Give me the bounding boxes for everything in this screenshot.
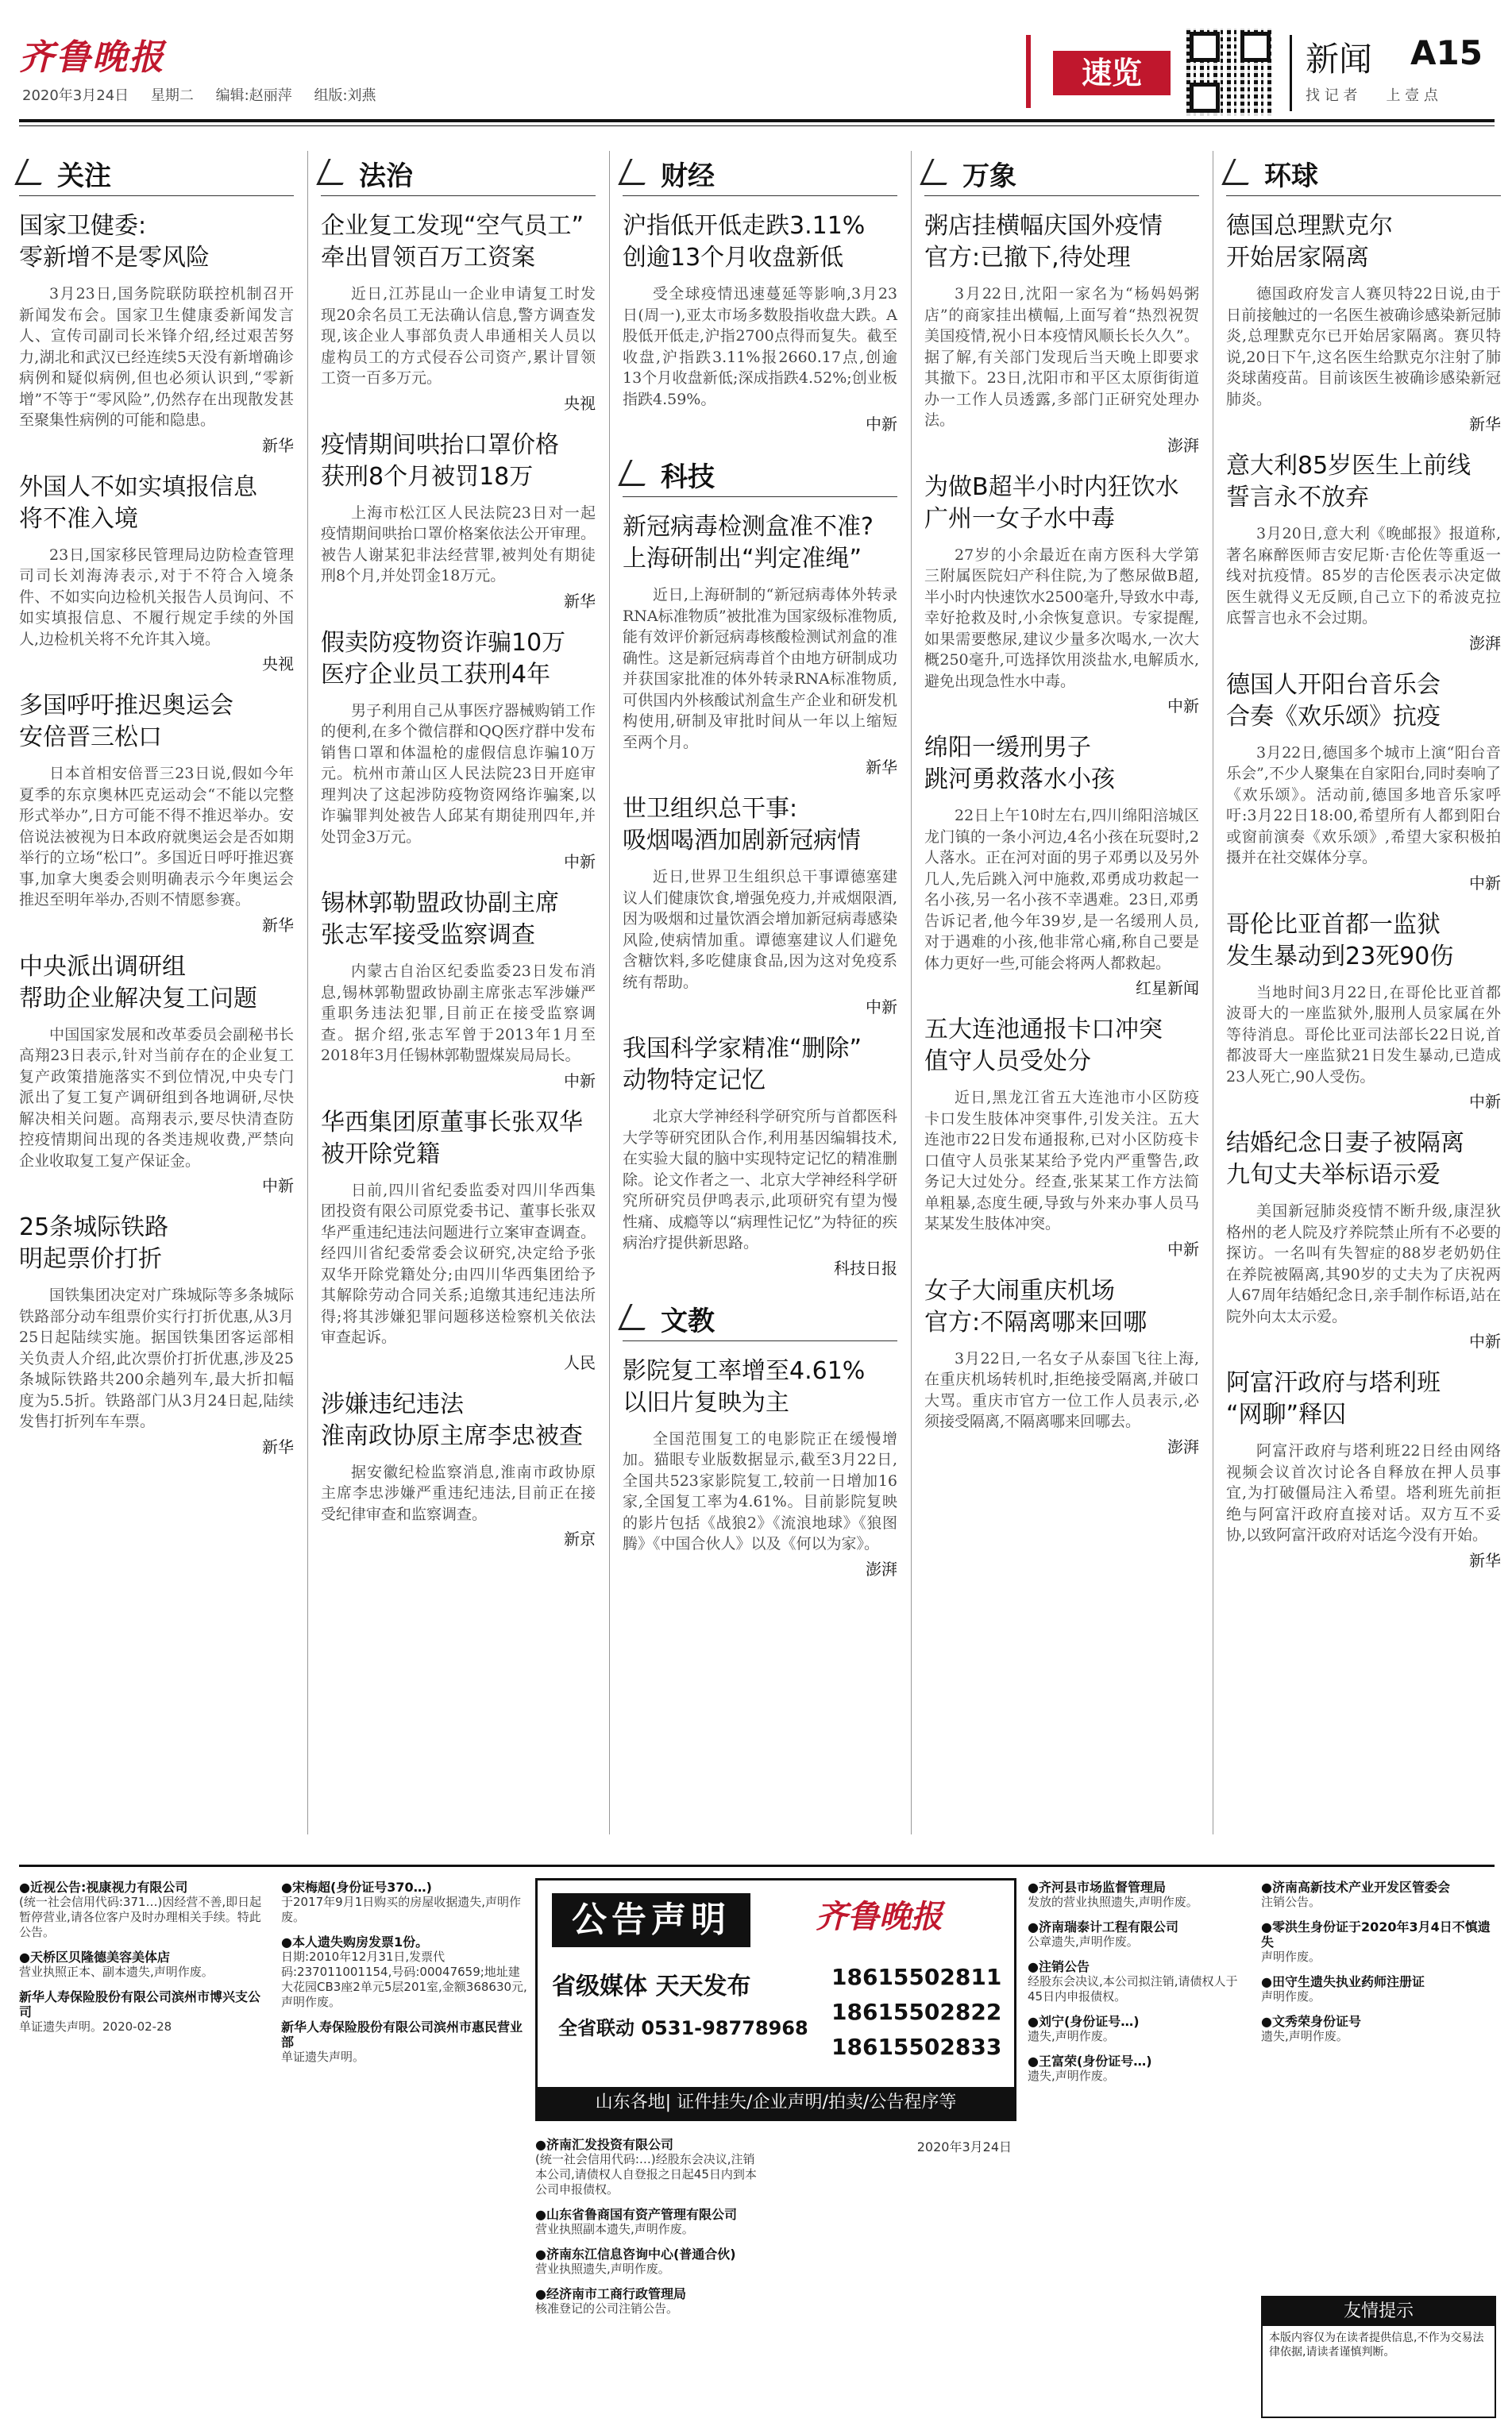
classified-ad <box>1261 2014 1493 2044</box>
ad-title: ●经济南市工商行政管理局 <box>535 2286 686 2301</box>
section-header <box>623 151 897 196</box>
article-body: 日前,四川省纪委监委对四川华西集团投资有限公司原党委书记、董事长张双华严重违纪违法问题进行立案审查调查。经四川省纪委常委会议研究,决定给予张双华开除党籍处分;由四川华西集团给予其解除劳动合同关系;追缴其违纪违法所得;将其涉嫌犯罪问题移送检察机关依法审查起诉。 <box>321 1181 596 1346</box>
ad-text: 注销公告。 <box>1261 1895 1321 1909</box>
article-body: 3月22日,一名女子从泰国飞往上海,在重庆机场转机时,拒绝接受隔离,并破口大骂。重庆市官方一位工作人员表示,必须接受隔离,不隔离哪来回哪去。 <box>924 1349 1199 1430</box>
column-2 <box>321 151 596 1565</box>
article <box>924 210 1199 456</box>
ads-column-4 <box>1028 1880 1250 2093</box>
ad-title: ●济南瑞泰计工程有限公司 <box>1028 1919 1178 1934</box>
article-source: 人民 <box>564 1352 596 1372</box>
ad-title: ●零洪生身份证于2020年3月4日不慎遗失 <box>1261 1919 1491 1950</box>
article-source: 中新 <box>1167 1239 1199 1259</box>
notice-ad <box>535 1878 1016 2121</box>
classified-ad <box>535 2247 766 2277</box>
article-body: 近日,黑龙江省五大连池市小区防疫卡口发生肢体冲突事件,引发关注。五大连池市22日发布通报称,已对小区防疫卡口值守人员张某某给予党内严重警告,政务记大过处分。经查,张某某工作方法简单粗暴,态度生硬,导致与外来办事人员马某某发生肢体冲突。 <box>924 1089 1199 1232</box>
section-marker-icon <box>618 1304 656 1330</box>
article-source: 中新 <box>564 1070 596 1090</box>
article-body: 国铁集团决定对广珠城际等多条城际铁路部分动车组票价实行打折优惠,从3月25日起陆续实施。据国铁集团客运部相关负责人介绍,此次票价打折优惠,涉及25条城际铁路共200余趟列车,最大折扣幅度为5.5折。铁路部门从3月24日起,陆续发售打折列车车票。 <box>19 1286 294 1430</box>
article-headline[interactable]: 涉嫌违纪违法 淮南政协原主席李忠被查 <box>321 1390 583 1450</box>
article <box>1226 1367 1501 1571</box>
article-source: 澎湃 <box>1167 435 1199 455</box>
article <box>924 472 1199 717</box>
section-header <box>924 151 1199 196</box>
article <box>924 1275 1199 1457</box>
article-body: 近日,江苏昆山一企业申请复工时发现20余名员工无法确认信息,警方调查发现,该企业人事部负责人串通相关人员以虚构员工的方式侵吞公司资产,累计冒领工资一百多万元。 <box>321 285 596 387</box>
article-body: 日本首相安倍晋三23日说,假如今年夏季的东京奥林匹克运动会“不能以完整形式举办”,日方可能不得不推迟举办。安倍说法被视为日本政府就奥运会是否如期举行的立场“松口”。多国近日呼吁推迟赛事,加拿大奥委会则明确表示今年奥运会推迟至明年举办,否则不情愿参赛。 <box>19 765 294 908</box>
notice-services: 山东各地| 证件挂失/企业声明/拍卖/公告程序等 <box>538 2087 1014 2119</box>
article-headline[interactable]: 五大连池通报卡口冲突 值守人员受处分 <box>924 1016 1163 1075</box>
article-headline[interactable]: 新冠病毒检测盒准不准? 上海研制出“判定准绳” <box>623 513 874 573</box>
article-source: 中新 <box>1469 873 1501 893</box>
ads-column-2 <box>281 1880 527 2074</box>
classified-ad <box>1028 2054 1250 2084</box>
article-body: 3月22日,沈阳一家名为“杨妈妈粥店”的商家挂出横幅,上面写着“热烈祝贺美国疫情,祝小日本疫情风顺长长久久”。据了解,有关部门发现后当天晚上即要求其撤下。23日,沈阳市和平区太原街街道办一工作人员透露,多部门正研究处理办法。 <box>924 285 1199 429</box>
article-headline[interactable]: 哥伦比亚首都一监狱 发生暴动到23死90伤 <box>1226 910 1454 970</box>
article-source: 新华 <box>1469 1550 1501 1570</box>
article <box>1226 1128 1501 1352</box>
article-body: 北京大学神经科学研究所与首都医科大学等研究团队合作,利用基因编辑技术,在实验大鼠的脑中实现特定记忆的精准删除。论文作者之一、北京大学神经科学研究所研究员伊鸣表示,此项研究有望为慢性痛、成瘾等以“病理性记忆”为特征的疾病治疗提供新思路。 <box>623 1108 897 1252</box>
ad-text: 遗失,声明作废。 <box>1028 2029 1115 2043</box>
article <box>321 1107 596 1373</box>
article-body: 男子利用自己从事医疗器械购销工作的便利,在多个微信群和QQ医疗群中发布销售口罩和体温枪的虚假信息诈骗10万元。杭州市萧山区人民法院23日开庭审理判决了这起涉防疫物资网络诈骗案,以诈骗罪判处被告人邱某有期徒刑四年,并处罚金3万元。 <box>321 701 596 846</box>
article-source: 中新 <box>564 852 596 871</box>
ad-text: 营业执照副本遗失,声明作废。 <box>535 2222 694 2236</box>
ad-title: ●宋梅超(身份证号370…) <box>281 1880 432 1895</box>
classified-ad <box>1261 1880 1493 1910</box>
notice-phone-1[interactable]: 18615502811 <box>831 1964 1002 1990</box>
article-body: 受全球疫情迅速蔓延等影响,3月23日(周一),亚太市场多数股指收盘大跌。A股低开低走,沪指2700点得而复失。截至收盘,沪指跌3.11%报2660.17点,创逾13个月收盘新低;深成指跌4.52%;创业板指跌4.59%。 <box>623 285 897 408</box>
ad-text: 营业执照正本、副本遗失,声明作废。 <box>19 1965 214 1979</box>
article-source: 中新 <box>262 1176 294 1195</box>
ad-text: 日期:2010年12月31日,发票代码:237011001154,号码:00047659;地址建大花园CB3座2单元5层201室,金额368630元,声明作废。 <box>281 1950 527 2009</box>
classified-ad <box>19 1880 265 1940</box>
section-header <box>623 1296 897 1341</box>
column-separator <box>307 151 308 1834</box>
section-title: 科技 <box>661 461 715 493</box>
ad-title: ●山东省鲁商国有资产管理有限公司 <box>535 2207 737 2222</box>
classified-ads <box>19 1865 1495 2423</box>
article-source: 中新 <box>866 415 897 434</box>
notice-phones <box>831 1960 1001 2065</box>
ad-title: 新华人寿保险股份有限公司滨州市博兴支公司 <box>19 1989 261 2019</box>
section-marker-icon <box>14 159 52 185</box>
ads-column-3 <box>535 2137 766 2326</box>
article-source: 澎湃 <box>1469 633 1501 653</box>
article <box>321 627 596 873</box>
ad-text: 发放的营业执照遗失,声明作废。 <box>1028 1895 1198 1909</box>
article-source: 中新 <box>1167 696 1199 716</box>
ad-text: 于2017年9月1日购买的房屋收据遗失,声明作废。 <box>281 1895 522 1924</box>
article-headline[interactable]: 国家卫健委: 零新增不是零风险 <box>19 212 210 272</box>
article <box>321 210 596 414</box>
article <box>19 690 294 935</box>
article-headline[interactable]: 影院复工率增至4.61% 以旧片复映为主 <box>623 1356 866 1417</box>
section-header <box>1226 151 1501 196</box>
article-headline[interactable]: 为做B超半小时内狂饮水 广州一女子水中毒 <box>924 473 1179 533</box>
ads-column-1 <box>19 1880 265 2044</box>
classified-ad <box>281 2019 527 2065</box>
article-body: 美国新冠肺炎疫情不断升级,康涅狄格州的老人院及疗养院禁止所有不必要的探访。一名叫有失智症的88岁老奶奶住在养院被隔离,其90岁的丈夫为了庆祝两人67周年结婚纪念日,亲手制作标语,站在院外向太太示爱。 <box>1226 1202 1501 1325</box>
article-source: 中新 <box>1469 1092 1501 1111</box>
article-source: 央视 <box>564 393 596 413</box>
article <box>19 472 294 675</box>
article-body: 22日上午10时左右,四川绵阳涪城区龙门镇的一条小河边,4名小孩在玩耍时,2人落水。正在河对面的男子邓勇以及另外几人,先后跳入河中施救,邓勇成功救起一名小孩,另一名小孩不幸遇难。23日,邓勇告诉记者,他今年39岁,是一名缓刑人员,对于遇难的小孩,他非常心痛,称自己要是体力更好一些,可能会将两人都救起。 <box>924 807 1199 972</box>
ad-title: ●本人遗失购房发票1份。 <box>281 1934 429 1950</box>
article <box>321 1389 596 1550</box>
article <box>924 732 1199 998</box>
ad-title: ●刘宁(身份证号…) <box>1028 2014 1140 2029</box>
ad-text: 营业执照遗失,声明作废。 <box>535 2262 670 2276</box>
article <box>321 430 596 611</box>
ad-text: 声明作废。 <box>1261 1989 1321 2004</box>
classified-ad <box>1028 1959 1250 2004</box>
article-headline[interactable]: 假卖防疫物资诈骗10万 医疗企业员工获刑4年 <box>321 628 566 689</box>
ad-text: 遗失,声明作废。 <box>1028 2069 1115 2083</box>
ads-column-5 <box>1261 1880 1493 2054</box>
newspaper-logo: 齐鲁晚报 <box>19 37 165 78</box>
ad-title: ●济南东江信息咨询中心(普通合伙) <box>535 2247 736 2262</box>
ad-text: (统一社会信用代码:…)经股东会决议,注销本公司,请债权人自登报之日起45日内到本公司申报债权。 <box>535 2152 757 2197</box>
tip-title: 友情提示 <box>1263 2297 1495 2326</box>
tip-text: 本版内容仅为在读者提供信息,不作为交易法律依据,请读者谨慎判断。 <box>1269 2332 1484 2359</box>
article-headline[interactable]: 阿富汗政府与塔利班 “网聊”释囚 <box>1226 1369 1441 1429</box>
article-headline[interactable]: 粥店挂横幅庆国外疫情 官方:已撤下,待处理 <box>924 212 1163 272</box>
article-headline[interactable]: 多国呼吁推迟奥运会 安倍晋三松口 <box>19 692 233 751</box>
ad-title: ●济南汇发投资有限公司 <box>535 2137 673 2152</box>
notice-slogan: 省级媒体 天天发布 <box>552 1973 751 2000</box>
article-source: 新华 <box>262 1437 294 1456</box>
section-marker-icon <box>618 460 656 486</box>
ad-text: 公章遗失,声明作废。 <box>1028 1934 1139 1949</box>
classified-ad <box>1261 1919 1493 1965</box>
section-header <box>623 452 897 497</box>
article-headline[interactable]: 疫情期间哄抬口罩价格 获刑8个月被罚18万 <box>321 430 559 491</box>
column-4 <box>924 151 1199 1473</box>
section-title: 财经 <box>661 160 715 192</box>
article-headline[interactable]: 企业复工发现“空气员工” 牵出冒领百万工资案 <box>321 212 584 272</box>
article-body: 上海市松江区人民法院23日对一起疫情期间哄抬口罩价格案依法公开审理。被告人谢某犯非法经营罪,被判处有期徒刑8个月,并处罚金18万元。 <box>321 503 596 584</box>
article-body: 内蒙古自治区纪委监委23日发布消息,锡林郭勒盟政协副主席张志军涉嫌严重职务违法犯罪,目前正在接受监察调查。据介绍,张志军曾于2013年1月至2018年3月任锡林郭勒盟煤炭局局长。 <box>321 962 596 1064</box>
article-source: 新华 <box>866 758 897 777</box>
masthead <box>19 29 1495 108</box>
article-headline[interactable]: 中央派出调研组 帮助企业解决复工问题 <box>19 952 257 1013</box>
editor-credit: 编辑:赵丽萍 <box>215 87 292 104</box>
article-body: 近日,世界卫生组织总干事谭德塞建议人们健康饮食,增强免疫力,并戒烟限酒,因为吸烟和过量饮酒会增加新冠病毒感染风险,使病情加重。谭德塞建议人们避免含糖饮料,多吃健康食品,因为这对免疫系统有帮助。 <box>623 868 897 991</box>
article <box>623 793 897 1017</box>
article-body: 3月23日,国务院联防联控机制召开新闻发布会。国家卫生健康委新闻发言人、宣传司副司长米锋介绍,经过艰苦努力,湖北和武汉已经连续5天没有新增确诊病例和疑似病例,但也必须认识到,“零新增”不等于“零风险”,仍然存在出现散发甚至聚集性病例的可能和隐患。 <box>19 285 294 429</box>
section-header <box>321 151 596 196</box>
issue-date: 2020年3月24日 <box>22 87 129 104</box>
section-title: 文教 <box>661 1305 715 1337</box>
ad-title: ●田守生遗失执业药师注册证 <box>1261 1974 1425 1989</box>
article-headline[interactable]: 绵阳一缓刑男子 跳河勇救落水小孩 <box>924 734 1115 793</box>
ad-text: 声明作废。 <box>1261 1950 1321 1964</box>
article-headline[interactable]: 女子大闹重庆机场 官方:不隔离哪来回哪 <box>924 1276 1148 1337</box>
article-body: 阿富汗政府与塔利班22日经由网络视频会议首次讨论各自释放在押人员事宜,为打破僵局注入希望。塔利班先前拒绝与阿富汗政府直接对话。双方互不妥协,以致阿富汗政府对话迄今没有开始。 <box>1226 1442 1501 1544</box>
column-separator <box>911 151 912 1834</box>
notice-title: 公告声明 <box>552 1893 750 1947</box>
article-source: 中新 <box>1469 1332 1501 1351</box>
article <box>1226 669 1501 893</box>
article <box>321 888 596 1091</box>
article-headline[interactable]: 25条城际铁路 明起票价打折 <box>19 1213 169 1273</box>
page-tag-box <box>1026 35 1182 108</box>
article-body: 德国政府发言人赛贝特22日说,由于日前接触过的一名医生被确诊感染新冠肺炎,总理默克尔已开始居家隔离。赛贝特说,20日下午,这名医生给默克尔注射了肺炎球菌疫苗。目前该医生被确诊感染新冠肺炎。 <box>1226 285 1501 408</box>
reporter-credits: 找 记 者 上 壹 点 <box>1306 87 1438 104</box>
notice-phone-2[interactable]: 18615502822 <box>831 1999 1002 2025</box>
article <box>924 1014 1199 1259</box>
article-source: 红星新闻 <box>1136 978 1199 997</box>
section-marker-icon <box>316 159 354 185</box>
page-number: A15 <box>1410 33 1483 72</box>
notice-phone-3[interactable]: 18615502833 <box>831 2034 1002 2060</box>
section-header <box>19 151 294 196</box>
column-1 <box>19 151 294 1473</box>
article-body: 全国范围复工的电影院正在缓慢增加。猫眼专业版数据显示,截至3月22日,全国共523家影院复工,较前一日增加16家,全国复工率为4.61%。目前影院复映的影片包括《战狼2》《流浪地球》《狼图腾》《中国合伙人》以及《何以为家》。 <box>623 1429 897 1553</box>
article <box>19 210 294 456</box>
article <box>19 1212 294 1457</box>
article-source: 澎湃 <box>1167 1437 1199 1456</box>
article-headline[interactable]: 我国科学家精准“删除” 动物特定记忆 <box>623 1035 862 1094</box>
article-headline[interactable]: 华西集团原董事长张双华 被开除党籍 <box>321 1108 583 1168</box>
ad-text: 核准登记的公司注销公告。 <box>535 2301 679 2316</box>
classified-ad <box>535 2286 766 2316</box>
designer-credit: 组版:刘燕 <box>314 87 376 104</box>
ad-text: 单证遗失声明。2020-02-28 <box>19 2019 172 2034</box>
article <box>1226 210 1501 434</box>
article-source: 澎湃 <box>866 1559 897 1579</box>
section-title: 法治 <box>359 160 413 192</box>
article-source: 央视 <box>262 654 294 673</box>
article-body: 近日,上海研制的“新冠病毒体外转录RNA标准物质”被批准为国家级标准物质,能有效评价新冠病毒核酸检测试剂盒的准确性。这是新冠病毒首个由地方研制成功并获国家批准的体外转录RNA标准物质,可供国内外核酸试剂盒生产企业和研发机构使用,研制及审批时间从一年以上缩短至两个月。 <box>623 586 897 751</box>
section-marker-icon <box>618 159 656 185</box>
ad-text: 单证遗失声明。 <box>281 2050 365 2064</box>
article-source: 中新 <box>866 997 897 1016</box>
classified-ad <box>535 2137 766 2197</box>
ad-text: 遗失,声明作废。 <box>1261 2029 1348 2043</box>
article <box>623 210 897 434</box>
article-body: 据安徽纪检监察消息,淮南市政协原主席李忠涉嫌严重违纪违法,目前正在接受纪律审查和监察调查。 <box>321 1463 596 1523</box>
article-body: 3月20日,意大利《晚邮报》报道称,著名麻醉医师吉安尼斯·吉伦佐等重返一线对抗疫情。85岁的吉伦医表示决定做医生就得义无反顾,自己立下的希波克拉底誓言也永不会过期。 <box>1226 525 1501 627</box>
article <box>1226 909 1501 1113</box>
section-marker-icon <box>920 159 958 185</box>
ad-title: ●王富荣(身份证号…) <box>1028 2054 1152 2069</box>
article-headline[interactable]: 外国人不如实填报信息 将不准入境 <box>19 473 257 533</box>
notice-date: 2020年3月24日 <box>916 2139 1012 2154</box>
classified-ad <box>1028 1919 1250 1950</box>
classified-ad <box>1028 1880 1250 1910</box>
article-body: 23日,国家移民管理局边防检查管理司司长刘海涛表示,对于不符合入境条件、不如实向边检机关报告人员询问、不如实填报信息、不履行规定手续的外国人,边检机关将不允许其入境。 <box>19 546 294 648</box>
ad-title: 新华人寿保险股份有限公司滨州市惠民营业部 <box>281 2019 523 2050</box>
article-source: 新京 <box>564 1529 596 1549</box>
header-rule-thin <box>19 125 1495 126</box>
ad-title: ●齐河县市场监督管理局 <box>1028 1880 1166 1895</box>
column-5 <box>1226 151 1501 1587</box>
section-name: 新闻 <box>1306 40 1373 79</box>
column-separator <box>609 151 610 1834</box>
section-title: 关注 <box>57 160 111 192</box>
ad-title: ●近视公告:视康视力有限公司 <box>19 1880 188 1895</box>
article-body: 中国国家发展和改革委员会副秘书长高翔23日表示,针对当前存在的企业复工复产政策措施落实不到位情况,中央专门派出了复工复产调研组到各地调研,尽快解决相关问题。高翔表示,要尽快清查防控疫情期间出现的各类违规收费,严禁向企业收取复工复产保证金。 <box>19 1025 294 1170</box>
article-headline[interactable]: 德国人开阳台音乐会 合奏《欢乐颂》抗疫 <box>1226 670 1441 731</box>
article-body: 3月22日,德国多个城市上演“阳台音乐会”,不少人聚集在自家阳台,同时奏响了《欢乐颂》。活动前,德国多地音乐家呼吁:3月22日18:00,希望所有人都到阳台或窗前演奏《欢乐颂》,希望大家积极拍摄并在社交媒体分享。 <box>1226 743 1501 866</box>
section-title: 环球 <box>1264 160 1318 192</box>
notice-hotline: 全省联动 0531-98778968 <box>558 2017 808 2039</box>
classified-ad <box>535 2207 766 2237</box>
article <box>623 1356 897 1580</box>
ad-title: ●济南高新技术产业开发区管委会 <box>1261 1880 1450 1895</box>
header-rule <box>19 119 1495 122</box>
article <box>1226 450 1501 654</box>
article-body: 当地时间3月22日,在哥伦比亚首都波哥大的一座监狱外,服刑人员家属在外等待消息。哥伦比亚司法部长22日说,首都波哥大一座监狱21日发生暴动,已造成23人死亡,90人受伤。 <box>1226 983 1501 1086</box>
ad-text: 经股东会决议,本公司拟注销,请债权人于45日内申报债权。 <box>1028 1974 1238 2004</box>
classified-ad <box>19 1950 265 1980</box>
article-source: 新华 <box>262 435 294 455</box>
header-divider <box>1290 35 1292 111</box>
article-headline[interactable]: 结婚纪念日妻子被隔离 九旬丈夫举标语示爱 <box>1226 1129 1464 1189</box>
article-headline[interactable]: 德国总理默克尔 开始居家隔离 <box>1226 212 1393 272</box>
section-title: 万象 <box>962 160 1016 192</box>
page-tag: 速览 <box>1053 51 1171 95</box>
ad-title: ●注销公告 <box>1028 1959 1090 1974</box>
classified-ad <box>1028 2014 1250 2044</box>
article <box>623 511 897 777</box>
issue-weekday: 星期二 <box>150 87 194 104</box>
article-source: 新华 <box>1469 415 1501 434</box>
ad-text: (统一社会信用代码:371…)因经营不善,即日起暂停营业,请各位客户及时办理相关手续。特此公告。 <box>19 1895 262 1939</box>
qr-code-icon[interactable] <box>1186 29 1274 116</box>
section-marker-icon <box>1221 159 1259 185</box>
ads-column-3b <box>781 2137 1012 2155</box>
article-headline[interactable]: 锡林郭勒盟政协副主席 张志军接受监察调查 <box>321 889 559 949</box>
article-body: 27岁的小余最近在南方医科大学第三附属医院妇产科住院,为了憋尿做B超,半小时内快速饮水2500毫升,导致水中毒,幸好抢救及时,小余恢复意识。专家提醒,如果需要憋尿,建议少量多次喝水,一次大概250毫升,可选择饮用淡盐水,电解质水,避免出现急性水中毒。 <box>924 546 1199 690</box>
article-source: 新华 <box>262 915 294 935</box>
classified-ad <box>281 1880 527 1925</box>
classified-ad <box>1261 1974 1493 2004</box>
article-headline[interactable]: 世卫组织总干事: 吸烟喝酒加剧新冠病情 <box>623 795 861 854</box>
article <box>19 951 294 1197</box>
notice-logo: 齐鲁晚报 <box>816 1898 943 1935</box>
article-source: 科技日报 <box>834 1258 897 1278</box>
dateline <box>22 84 394 105</box>
article-headline[interactable]: 沪指低开低走跌3.11% 创逾13个月收盘新低 <box>623 212 866 272</box>
ad-title: ●文秀荣身份证号 <box>1261 2014 1361 2029</box>
article-headline[interactable]: 意大利85岁医生上前线 誓言永不放弃 <box>1226 452 1472 511</box>
tip-box <box>1261 2296 1496 2418</box>
classified-ad <box>19 1989 265 2035</box>
article <box>623 1033 897 1279</box>
classified-ad <box>281 1934 527 2010</box>
article-source: 新华 <box>564 591 596 611</box>
ad-title: ●天桥区贝隆德美容美体店 <box>19 1950 170 1965</box>
column-3 <box>623 151 897 1595</box>
